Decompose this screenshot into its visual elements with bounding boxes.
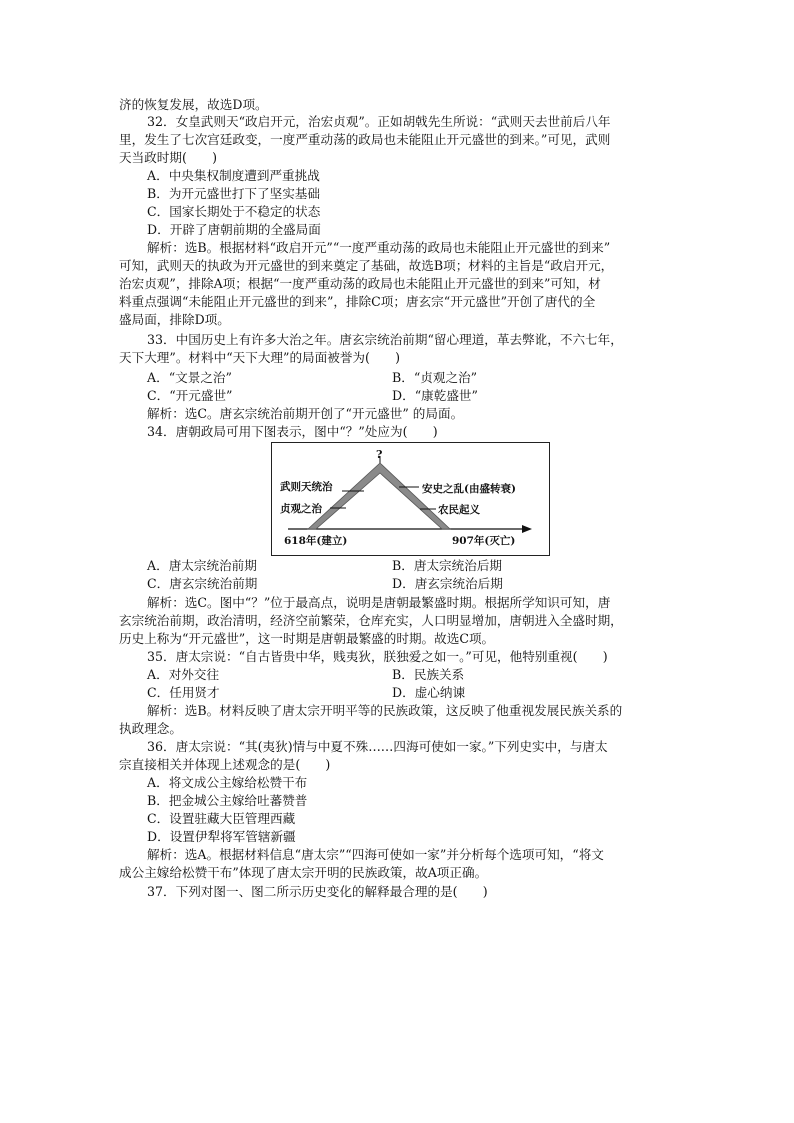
question-35-option-c: C．任用贤才 bbox=[147, 685, 220, 700]
question-36-stem: 宗直接相关并体现上述观念的是( ) bbox=[119, 757, 331, 772]
question-35-option-d: D．虚心纳谏 bbox=[392, 685, 466, 700]
question-35-option-b: B．民族关系 bbox=[392, 667, 465, 682]
answer-34: 历史上称为“开元盛世”，这一时期是唐朝最繁盛的时期。故选C项。 bbox=[119, 631, 495, 646]
answer-32: 料重点强调“未能阻止开元盛世的到来”，排除C项；唐玄宗“开元盛世”开创了唐代的全 bbox=[119, 294, 596, 309]
question-36-option-b: B．把金城公主嫁给吐蕃赞普 bbox=[147, 793, 308, 808]
question-33-option-a: A．“文景之治” bbox=[147, 370, 232, 385]
question-36-option-d: D．设置伊犁将军管辖新疆 bbox=[147, 829, 296, 844]
label-wu-zetian: 武则天统治 bbox=[280, 481, 333, 493]
rise-and-fall-curve bbox=[308, 463, 450, 529]
question-35-stem: 35．唐太宗说：“自古皆贵中华，贱夷狄，朕独爱之如一。”可见，他特别重视( ) bbox=[147, 649, 608, 664]
label-peasant-uprising: 农民起义 bbox=[438, 504, 480, 516]
peak-question-mark: ? bbox=[376, 448, 383, 461]
question-35-option-a: A．对外交往 bbox=[147, 667, 220, 682]
answer-36: 成公主嫁给松赞干布”体现了唐太宗开明的民族政策，故A项正确。 bbox=[119, 865, 488, 880]
question-33-option-c: C．“开元盛世” bbox=[147, 388, 233, 403]
question-36-option-a: A．将文成公主嫁给松赞干布 bbox=[147, 775, 308, 790]
label-end-907: 907年(灭亡) bbox=[452, 535, 516, 547]
answer-35: 解析：选B。材料反映了唐太宗开明平等的民族政策，这反映了他重视发展民族关系的 bbox=[147, 703, 623, 718]
answer-36: 解析：选A。根据材料信息“唐太宗”“四海可使如一家”并分析每个选项可知，“将文 bbox=[147, 847, 604, 862]
label-start-618: 618年(建立) bbox=[284, 535, 348, 547]
tang-political-situation-diagram bbox=[271, 442, 550, 556]
label-zhenguan: 贞观之治 bbox=[280, 503, 322, 515]
question-32-stem: 里，发生了七次宫廷政变，一度严重动荡的政局也未能阻止开元盛世的到来。”可见，武则 bbox=[119, 132, 611, 147]
answer-34: 解析：选C。图中“？”位于最高点，说明是唐朝最繁盛时期。根据所学知识可知，唐 bbox=[147, 595, 611, 610]
question-33-stem: 33．中国历史上有许多大治之年。唐玄宗统治前期“留心理道，革去弊讹，不六七年， bbox=[147, 332, 623, 347]
timeline-arrow-icon bbox=[522, 525, 532, 533]
question-37-stem: 37．下列对图一、图二所示历史变化的解释最合理的是( ) bbox=[147, 884, 488, 899]
answer-32: 可知，武则天的执政为开元盛世的到来奠定了基础，故选B项；材料的主旨是“政启开元， bbox=[119, 258, 614, 273]
question-32-stem: 32．女皇武则天“政启开元，治宏贞观”。正如胡戟先生所说：“武则天去世前后八年 bbox=[147, 114, 611, 129]
question-33-option-b: B．“贞观之治” bbox=[392, 370, 478, 385]
question-34-option-c: C．唐玄宗统治前期 bbox=[147, 576, 258, 591]
question-34-option-b: B．唐太宗统治后期 bbox=[392, 558, 503, 573]
answer-32: 解析：选B。根据材料“政启开元”“一度严重动荡的政局也未能阻止开元盛世的到来” bbox=[147, 240, 611, 255]
question-33-stem: 天下大理”。材料中“天下大理”的局面被誉为( ) bbox=[119, 350, 401, 365]
label-anshi-rebellion: 安史之乱(由盛转衰) bbox=[422, 483, 516, 495]
question-36-stem: 36．唐太宗说：“其(夷狄)情与中夏不殊……四海可使如一家。”下列史实中，与唐太 bbox=[147, 739, 608, 754]
answer-33: 解析：选C。唐玄宗统治前期开创了“开元盛世” 的局面。 bbox=[147, 406, 464, 421]
answer-32: 盛局面，排除D项。 bbox=[119, 312, 230, 327]
question-34-option-d: D．唐玄宗统治后期 bbox=[392, 576, 503, 591]
question-36-option-c: C．设置驻藏大臣管理西藏 bbox=[147, 811, 296, 826]
question-32-stem: 天当政时期( ) bbox=[119, 150, 217, 165]
question-34-stem: 34．唐朝政局可用下图表示，图中“？”处应为( ) bbox=[147, 424, 438, 439]
question-32-option-b: B．为开元盛世打下了坚实基础 bbox=[147, 186, 320, 201]
text-line: 济的恢复发展，故选D项。 bbox=[119, 97, 268, 112]
question-33-option-d: D．“康乾盛世” bbox=[392, 388, 478, 403]
question-34-option-a: A．唐太宗统治前期 bbox=[147, 558, 257, 573]
question-32-option-c: C．国家长期处于不稳定的状态 bbox=[147, 204, 321, 219]
question-32-option-d: D．开辟了唐朝前期的全盛局面 bbox=[147, 222, 321, 237]
answer-35: 执政理念。 bbox=[119, 721, 182, 736]
answer-32: 治宏贞观”，排除A项；根据“一度严重动荡的政局也未能阻止开元盛世的到来”可知，材 bbox=[119, 276, 601, 291]
question-32-option-a: A．中央集权制度遭到严重挑战 bbox=[147, 168, 320, 183]
answer-34: 玄宗统治前期，政治清明，经济空前繁荣，仓库充实，人口明显增加，唐朝进入全盛时期， bbox=[119, 613, 623, 628]
